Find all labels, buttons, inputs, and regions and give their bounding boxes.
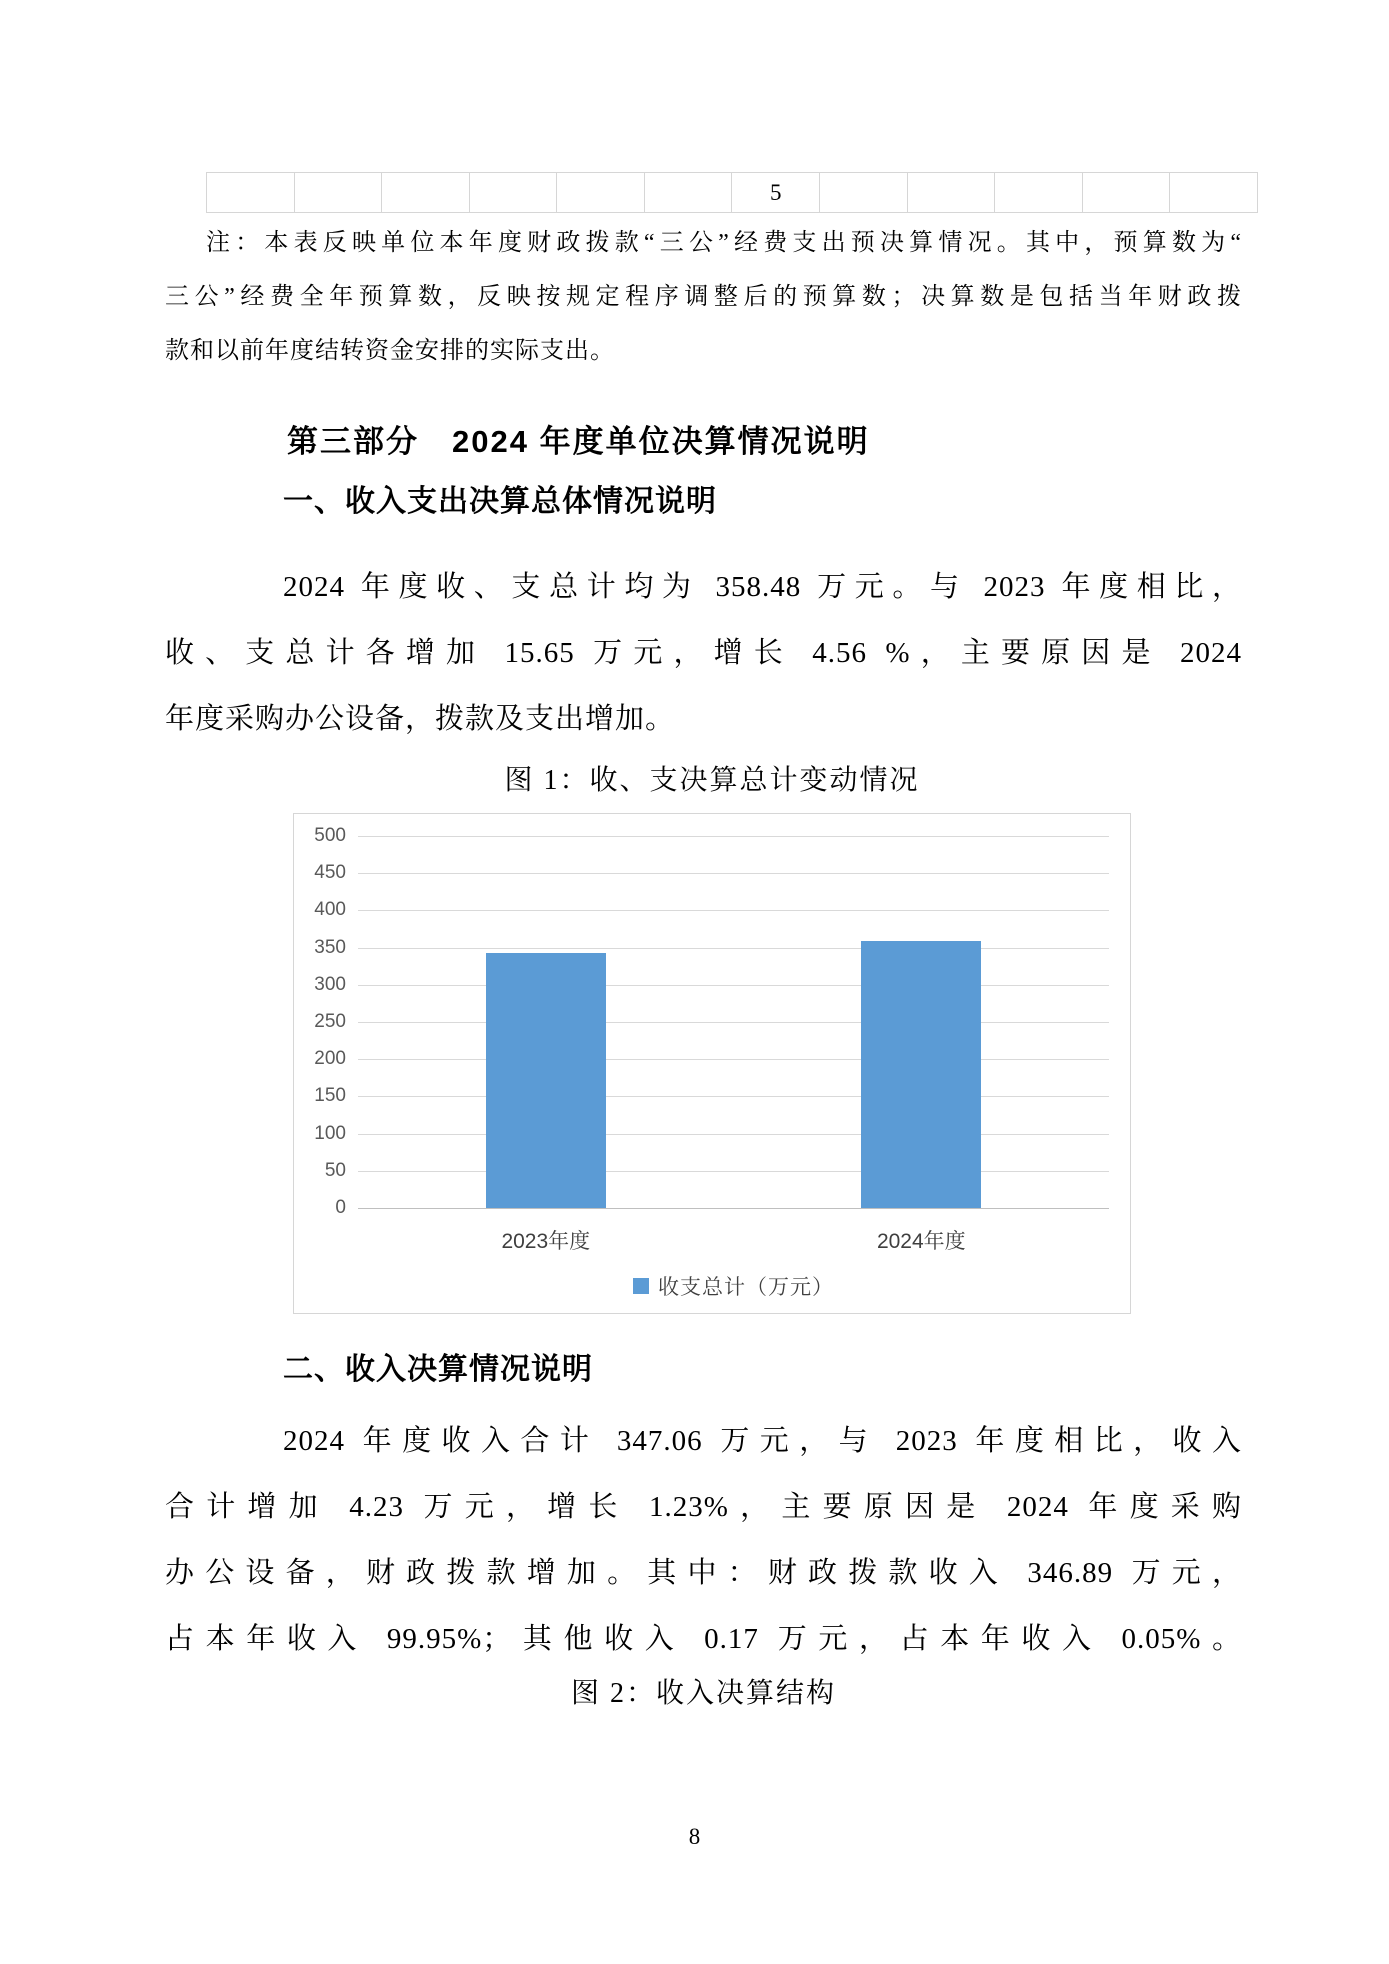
table-cell: [995, 173, 1083, 212]
paragraph-line: 占本年收入 99.95%；其他收入 0.17 万元，占本年收入 0.05%。: [165, 1623, 1242, 1655]
y-tick-label: 300: [314, 973, 346, 995]
chart-legend: [358, 1271, 1109, 1301]
gridline: [358, 1171, 1109, 1172]
table-note: [165, 216, 1242, 378]
table-row: [206, 172, 1258, 213]
section1-heading: 一、收入支出决算总体情况说明: [283, 485, 717, 518]
note-line: 三公”经费全年预算数，反映按规定程序调整后的预算数；决算数是包括当年财政拨: [165, 284, 1242, 310]
y-tick-label: 150: [314, 1085, 346, 1107]
table-cell: [908, 173, 996, 212]
section1-paragraph: [165, 554, 1242, 752]
part3-heading: 第三部分 2024 年度单位决算情况说明: [287, 424, 870, 459]
y-tick-label: 350: [314, 936, 346, 958]
bar: [486, 953, 606, 1208]
paragraph-line: 2024 年度收入合计 347.06 万元，与 2023 年度相比，收入: [283, 1425, 1242, 1457]
y-tick-label: 500: [314, 825, 346, 846]
paragraph-line: 收、支总计各增加 15.65 万元，增长 4.56 %，主要原因是 2024: [165, 637, 1242, 669]
gridline: [358, 1059, 1109, 1060]
y-tick-label: 200: [314, 1048, 346, 1070]
x-axis-line: [358, 1208, 1109, 1209]
table-cell: [382, 173, 470, 212]
y-tick-label: 100: [314, 1122, 346, 1144]
note-line: 款和以前年度结转资金安排的实际支出。: [165, 338, 615, 364]
paragraph-line: 2024 年度收、支总计均为 358.48 万元。与 2023 年度相比，: [283, 571, 1242, 603]
legend-label: 收支总计（万元）: [658, 1276, 834, 1299]
paragraph-line: 合计增加 4.23 万元，增长 1.23%，主要原因是 2024 年度采购: [165, 1491, 1242, 1523]
gridline: [358, 1096, 1109, 1097]
bar-chart: [293, 813, 1131, 1314]
bar: [861, 941, 981, 1208]
gridline: [358, 873, 1109, 874]
gridline: [358, 1022, 1109, 1023]
paragraph-line: 年度采购办公设备，拨款及支出增加。: [165, 703, 676, 735]
table-cell: [820, 173, 908, 212]
section2-paragraph: [165, 1408, 1242, 1672]
gridline: [358, 948, 1109, 949]
x-category-label: 2023年度: [501, 1230, 591, 1253]
table-cell: [1083, 173, 1171, 212]
page-number: 8: [688, 1824, 701, 1849]
y-tick-label: 400: [314, 899, 346, 921]
table-cell: [1170, 173, 1257, 212]
table-cell: [207, 173, 295, 212]
y-tick-label: 0: [335, 1197, 346, 1218]
table-cell: [295, 173, 383, 212]
gridline: [358, 1134, 1109, 1135]
figure2-caption: 图 2：收入决算结构: [570, 1678, 836, 1709]
table-cell: [557, 173, 645, 212]
gridline: [358, 985, 1109, 986]
gridline: [358, 910, 1109, 911]
x-category-label: 2024年度: [876, 1230, 966, 1253]
table-cell: [470, 173, 558, 212]
gridline: [358, 836, 1109, 837]
figure1-caption: 图 1：收、支决算总计变动情况: [504, 765, 920, 796]
section2-heading: 二、收入决算情况说明: [283, 1353, 593, 1386]
table-cell: [645, 173, 733, 212]
y-tick-label: 250: [314, 1011, 346, 1032]
y-tick-label: 450: [314, 862, 346, 884]
legend-color-swatch: [633, 1278, 649, 1294]
table-cell: 5: [732, 173, 820, 212]
y-tick-label: 50: [324, 1159, 346, 1181]
paragraph-line: 办公设备，财政拨款增加。其中：财政拨款收入 346.89 万元，: [165, 1557, 1242, 1589]
note-line: 注：本表反映单位本年度财政拨款“三公”经费支出预决算情况。其中，预算数为“: [206, 230, 1242, 256]
